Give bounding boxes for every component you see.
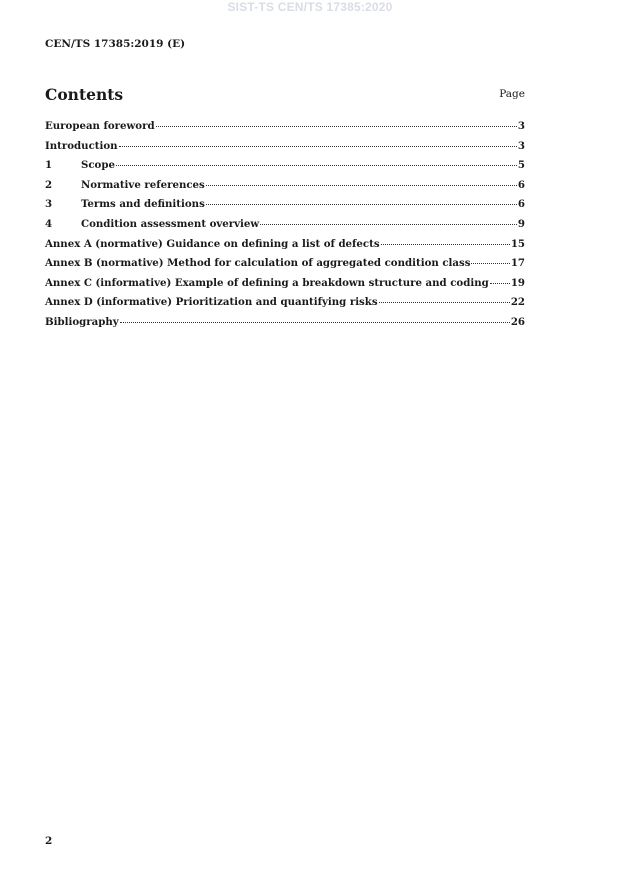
contents-header [45,85,525,105]
toc-entry-page: 5 [517,159,525,172]
toc-entry-page: 3 [517,120,525,132]
toc-entry-annex-b[interactable] [45,255,525,275]
toc-entry-page: 17 [510,257,525,270]
dot-leader [379,292,510,303]
page-column-label: Page [499,88,525,100]
document-identifier: CEN/TS 17385:2019 (E) [45,38,186,50]
dot-leader [471,253,509,264]
toc-entry-number: 3 [45,198,53,211]
toc-entry-annex-a[interactable] [45,236,525,256]
toc-entry-page: 26 [510,315,525,328]
toc-entry-number: 4 [45,217,53,230]
dot-leader [156,116,517,127]
dot-leader [119,136,517,147]
toc-entry-page: 6 [517,198,525,211]
toc-entry-title: Annex D (informative) Prioritization and quantifying risks [45,296,378,309]
dot-leader [260,214,517,225]
watermark: SIST-TS CEN/TS 17385:2020 [227,0,393,14]
toc-entry-page: 9 [517,217,525,230]
dot-leader [206,194,517,205]
toc-entry-title: Bibliography [45,315,119,328]
dot-leader [116,155,517,166]
toc-entry-page: 6 [517,178,525,191]
toc-entry-page: 3 [517,139,525,152]
toc-entry-title: European foreword [45,120,155,132]
toc-entry-bibliography[interactable] [45,314,525,334]
dot-leader [381,234,510,245]
toc-entry-title: Introduction [45,139,118,152]
toc-entry-page: 15 [510,237,525,250]
toc-entry-title: Scope [81,159,115,172]
toc-entry-number: 1 [45,159,53,172]
toc-entry-number: 2 [45,178,53,191]
toc-entry-title: Normative references [81,178,205,191]
dot-leader [490,273,510,284]
table-of-contents [45,118,525,334]
contents-title: Contents [45,85,124,104]
dot-leader [206,175,517,186]
toc-entry-title: Annex C (informative) Example of defining a breakdown structure and coding [45,276,489,289]
toc-entry-title: Annex A (normative) Guidance on defining a list of defects [45,237,380,250]
dot-leader [120,312,510,323]
toc-entry-page: 22 [510,296,525,309]
toc-entry-title: Annex B (normative) Method for calculation of aggregated condition class [45,257,471,270]
toc-entry-title: Terms and definitions [81,198,205,211]
footer-page-number: 2 [45,835,53,847]
toc-entry-title: Condition assessment overview [81,217,260,230]
toc-entry-page: 19 [510,276,525,289]
